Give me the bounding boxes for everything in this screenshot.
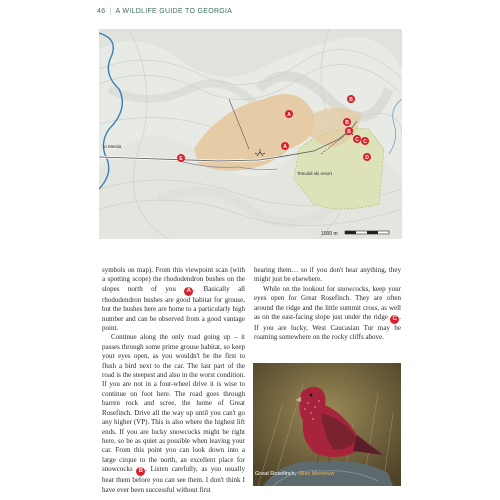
svg-text:A: A <box>283 143 287 150</box>
site-marker-c-icon: C <box>390 315 399 324</box>
header-separator: | <box>109 8 112 15</box>
site-marker-a-icon: A <box>184 287 193 296</box>
svg-text:C: C <box>355 136 359 143</box>
paragraph: hearing them… so if you don't hear anything, they might just be elsewhere. <box>254 266 401 284</box>
svg-text:B: B <box>349 96 353 103</box>
marker-b2 <box>343 118 351 126</box>
marker-c2 <box>361 137 369 145</box>
paragraph: symbols on map). From this viewpoint scan (with a spotting scope) the rhododendron bushes on the slopes north of you A . Basically all rhododendron bushes are good habitat for grouse, but the bushes here are home to a particularly high number and can be observed from a good vantage point. <box>102 266 246 333</box>
svg-text:C: C <box>363 138 367 145</box>
paragraph: Continue along the only road going up – it passes through some prime grouse habitat, so keep your eyes open, as you wouldn't be the first to flush a bird next to the car. The last part of the road is the steepest and also in the worst condition. If you are not in a four-wheel drive it is wise to continue on foot here. The road goes through barren rock and scree, the home of Great Rosefinch. Drive all the way up until you can't go any higher (VP). This is also where the highest lift ends. If you are lucky snowcocks might be right here, so be as quiet as possible when leaving your car. From this point you can look down into a large cirque to the north, an excellent place for snowcocks B . Listen carefully, as you usually hear them before you can see them. I don't think I have ever been successful without first <box>102 333 246 494</box>
running-header <box>97 8 232 15</box>
marker-d <box>363 153 371 161</box>
marker-b1 <box>347 95 355 103</box>
svg-text:E: E <box>179 155 183 162</box>
map-graphic <box>99 29 402 239</box>
marker-c1 <box>353 135 361 143</box>
marker-a1 <box>285 110 293 118</box>
svg-text:D: D <box>365 154 369 161</box>
photo-caption: Great Rosefinch, Silas Moreeuw <box>255 471 335 477</box>
site-marker-b-icon: B <box>136 467 145 476</box>
paragraph: While on the lookout for snowcocks, keep your eyes open for Great Rosefinch. They are often around the ridge and the little summit cross, as well as on the east-facing slope just under the ridge C . If you are lucky, West Caucasian Tur may be roaming somewhere on the rocky cliffs above. <box>254 284 401 342</box>
label-to-mestia: to Mestia <box>103 144 122 149</box>
photo-credit: Silas Moreeuw <box>298 471 335 477</box>
page-number: 46 <box>97 8 106 15</box>
label-ski-resort: Tetnuldi ski resort <box>297 171 333 176</box>
marker-a2 <box>281 142 289 150</box>
label-scale: 1000 m <box>321 231 338 237</box>
rosefinch-photo <box>253 363 401 486</box>
text-column-right <box>254 266 401 343</box>
site-map <box>99 29 402 239</box>
svg-text:B: B <box>347 128 351 135</box>
text-column-left <box>102 266 245 495</box>
svg-text:A: A <box>287 111 291 118</box>
svg-text:B: B <box>345 119 349 126</box>
running-title: A WILDLIFE GUIDE TO GEORGIA <box>115 8 233 15</box>
marker-b3 <box>345 127 353 135</box>
marker-e <box>177 154 185 162</box>
